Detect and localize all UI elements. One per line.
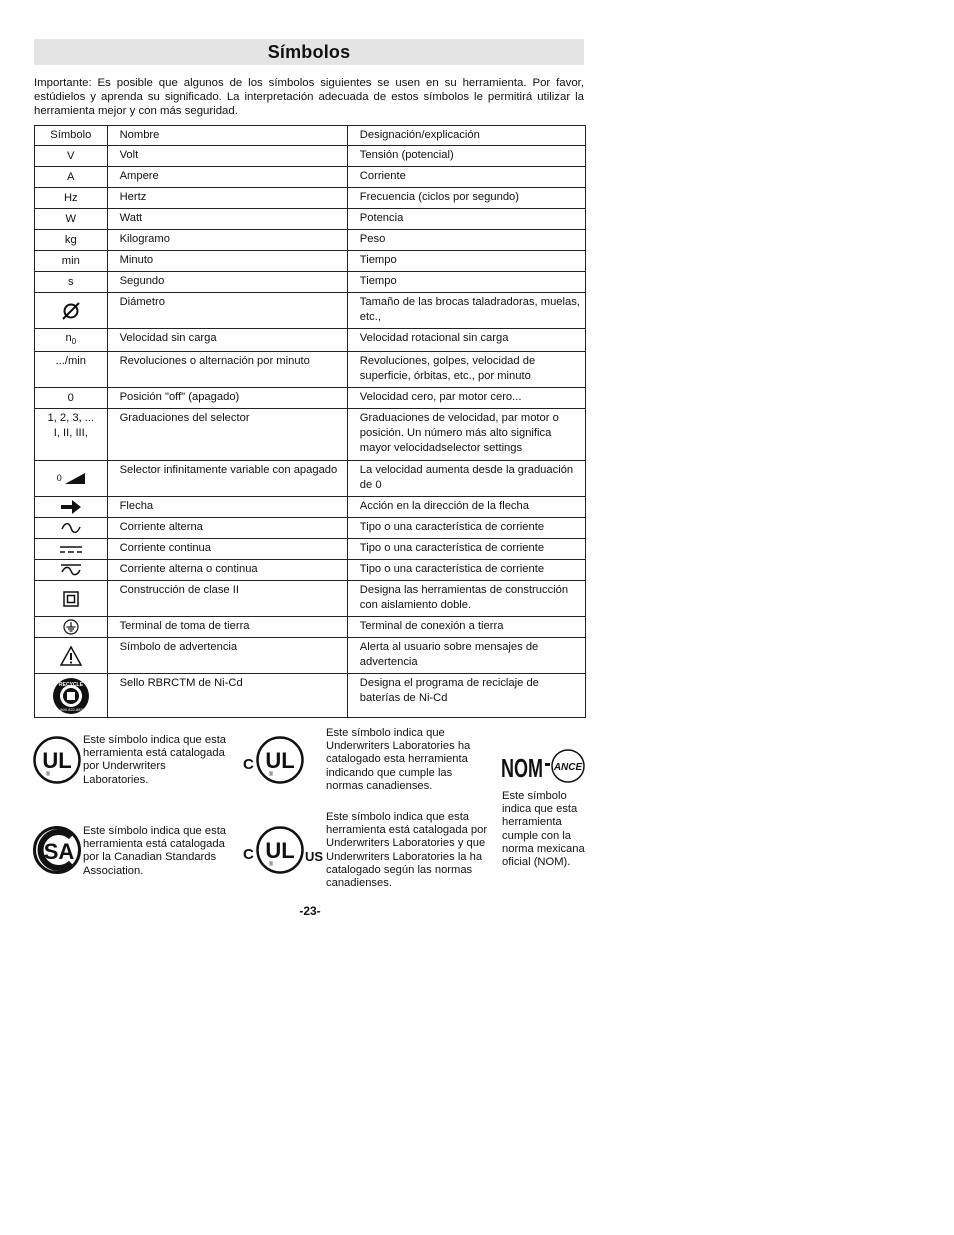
variable-selector-zero: 0 (56, 473, 62, 483)
variable-selector-icon (65, 473, 85, 485)
symbol-cell (35, 617, 108, 638)
table-row (35, 560, 586, 581)
csa-logo-icon (33, 825, 81, 875)
svg-text:ANCE: ANCE (553, 762, 583, 773)
name-cell: Kilogramo (107, 230, 347, 251)
cul-description: Este símbolo indica que Underwriters Laboratories ha catalogado esta herramienta indicando que cumple las normas canadienses. (326, 727, 471, 792)
name-cell: Ampere (107, 167, 347, 188)
table-row (35, 461, 586, 497)
section-title-bar (34, 39, 584, 65)
description-cell: Tamaño de las brocas taladradoras, muelas, etc., (347, 293, 585, 329)
svg-text:®: ® (268, 862, 274, 868)
table-row (35, 617, 586, 638)
table-row (35, 409, 586, 461)
symbol-text-roman: I, II, III, (53, 427, 88, 440)
name-cell: Segundo (107, 272, 347, 293)
description-cell: Designa las herramientas de construcción con aislamiento doble. (347, 581, 585, 617)
svg-text:RECYCLE: RECYCLE (58, 681, 83, 688)
symbol-cell: Hz (35, 188, 108, 209)
symbols-table (34, 125, 586, 718)
symbol-cell (35, 497, 108, 518)
name-cell: Símbolo de advertencia (107, 638, 347, 674)
header-description: Designación/explicación (347, 126, 585, 146)
symbol-cell (35, 560, 108, 581)
description-cell: Tiempo (347, 251, 585, 272)
svg-text:NOM: NOM (501, 753, 543, 783)
table-row (35, 352, 586, 388)
symbol-cell: 0 (35, 388, 108, 409)
alternating-current-icon (61, 522, 81, 534)
description-cell: Tiempo (347, 272, 585, 293)
symbol-cell (35, 329, 108, 352)
us-mark-text: US (305, 849, 324, 864)
name-cell: Corriente alterna o continua (107, 560, 347, 581)
name-cell: Selector infinitamente variable con apagado (107, 461, 347, 497)
direct-current-icon (60, 544, 82, 554)
table-row (35, 251, 586, 272)
nom-description: Este símbolo indica que esta herramienta cumple con la norma mexicana oficial (NOM). (502, 790, 585, 869)
symbol-cell (35, 674, 108, 718)
table-row (35, 539, 586, 560)
symbol-cell: min (35, 251, 108, 272)
description-cell: Alerta al usuario sobre mensajes de advertencia (347, 638, 585, 674)
table-row (35, 638, 586, 674)
page-number: -23- (299, 904, 321, 918)
svg-text:1.800.822.8837: 1.800.822.8837 (56, 706, 85, 712)
name-cell: Minuto (107, 251, 347, 272)
table-row (35, 497, 586, 518)
nom-ance-logo-icon (501, 748, 587, 784)
description-cell: Terminal de conexión a tierra (347, 617, 585, 638)
culus-description: Este símbolo indica que esta herramienta está catalogada por Underwriters Laboratories y que Underwriters Laboratories la ha catalogado según las normas canadienses. (326, 811, 488, 890)
description-cell: Velocidad cero, par motor cero... (347, 388, 585, 409)
description-cell: Peso (347, 230, 585, 251)
symbol-cell (35, 409, 108, 461)
c-mark-text: C (243, 846, 254, 863)
table-row (35, 230, 586, 251)
name-cell: Watt (107, 209, 347, 230)
symbol-subscript: 0 (71, 337, 77, 347)
description-cell: Designa el programa de reciclaje de baterías de Ni-Cd (347, 674, 585, 718)
description-cell: Velocidad rotacional sin carga (347, 329, 585, 352)
symbol-cell (35, 293, 108, 329)
name-cell: Revoluciones o alternación por minuto (107, 352, 347, 388)
description-cell: Potencia (347, 209, 585, 230)
symbol-cell: A (35, 167, 108, 188)
description-cell: Acción en la dirección de la flecha (347, 497, 585, 518)
description-cell: Tensión (potencial) (347, 146, 585, 167)
table-row (35, 272, 586, 293)
svg-text:UL: UL (265, 748, 295, 773)
earth-terminal-icon (63, 619, 79, 635)
rbrc-seal-icon (52, 677, 90, 715)
table-row (35, 329, 586, 352)
ac-dc-icon (61, 563, 81, 577)
c-mark-text: C (243, 756, 254, 773)
symbol-text: 1, 2, 3, ... (47, 412, 95, 425)
class-ii-icon (63, 591, 79, 607)
cul-logo-icon (256, 736, 304, 784)
name-cell: Hertz (107, 188, 347, 209)
ul-description: Este símbolo indica que esta herramienta está catalogada por Underwriters Laboratories. (83, 734, 227, 786)
symbol-cell (35, 638, 108, 674)
header-name: Nombre (107, 126, 347, 146)
symbol-text: n (65, 332, 72, 344)
name-cell: Graduaciones del selector (107, 409, 347, 461)
ul-logo-icon (33, 736, 81, 784)
warning-icon (60, 646, 82, 666)
table-row (35, 167, 586, 188)
svg-text:SA: SA (43, 839, 75, 864)
svg-text:®: ® (268, 772, 274, 778)
description-cell: La velocidad aumenta desde la graduación de 0 (347, 461, 585, 497)
csa-description: Este símbolo indica que esta herramienta está catalogada por la Canadian Standards Association. (83, 825, 227, 877)
symbol-cell: kg (35, 230, 108, 251)
table-row (35, 581, 586, 617)
name-cell: Diámetro (107, 293, 347, 329)
symbol-cell (35, 539, 108, 560)
name-cell: Sello RBRCTM de Ni-Cd (107, 674, 347, 718)
arrow-icon (61, 500, 81, 514)
description-cell: Tipo o una característica de corriente (347, 560, 585, 581)
table-row (35, 146, 586, 167)
symbol-cell (35, 518, 108, 539)
name-cell: Terminal de toma de tierra (107, 617, 347, 638)
symbol-cell: V (35, 146, 108, 167)
description-cell: Revoluciones, golpes, velocidad de superficie, órbitas, etc., por minuto (347, 352, 585, 388)
name-cell: Volt (107, 146, 347, 167)
description-cell: Graduaciones de velocidad, par motor o posición. Un número más alto significa mayor velocidadselector settings (347, 409, 585, 461)
description-cell: Corriente (347, 167, 585, 188)
description-cell: Tipo o una característica de corriente (347, 539, 585, 560)
name-cell: Construcción de clase II (107, 581, 347, 617)
table-row (35, 518, 586, 539)
table-row (35, 293, 586, 329)
name-cell: Corriente alterna (107, 518, 347, 539)
symbol-cell: s (35, 272, 108, 293)
page-title: Símbolos (267, 42, 351, 62)
header-symbol: Símbolo (35, 126, 108, 146)
culus-logo-icon (256, 826, 304, 874)
symbol-cell: .../min (35, 352, 108, 388)
table-header-row (35, 126, 586, 146)
symbol-cell (35, 461, 108, 497)
symbol-cell: W (35, 209, 108, 230)
table-row (35, 674, 586, 718)
diameter-icon (61, 301, 81, 321)
table-row (35, 209, 586, 230)
svg-text:UL: UL (42, 748, 72, 773)
description-cell: Frecuencia (ciclos por segundo) (347, 188, 585, 209)
symbol-cell (35, 581, 108, 617)
name-cell: Corriente continua (107, 539, 347, 560)
name-cell: Flecha (107, 497, 347, 518)
table-row (35, 388, 586, 409)
intro-paragraph: Importante: Es posible que algunos de los símbolos siguientes se usen en su herramienta. Por favor, estúdielos y aprenda su significado. La interpretación adecuada de estos símbolos le permitirá utilizar la herramienta mejor y con más seguridad. (34, 77, 584, 117)
svg-text:®: ® (45, 772, 51, 778)
name-cell: Posición "off" (apagado) (107, 388, 347, 409)
name-cell: Velocidad sin carga (107, 329, 347, 352)
description-cell: Tipo o una característica de corriente (347, 518, 585, 539)
table-row (35, 188, 586, 209)
svg-text:UL: UL (265, 838, 295, 863)
